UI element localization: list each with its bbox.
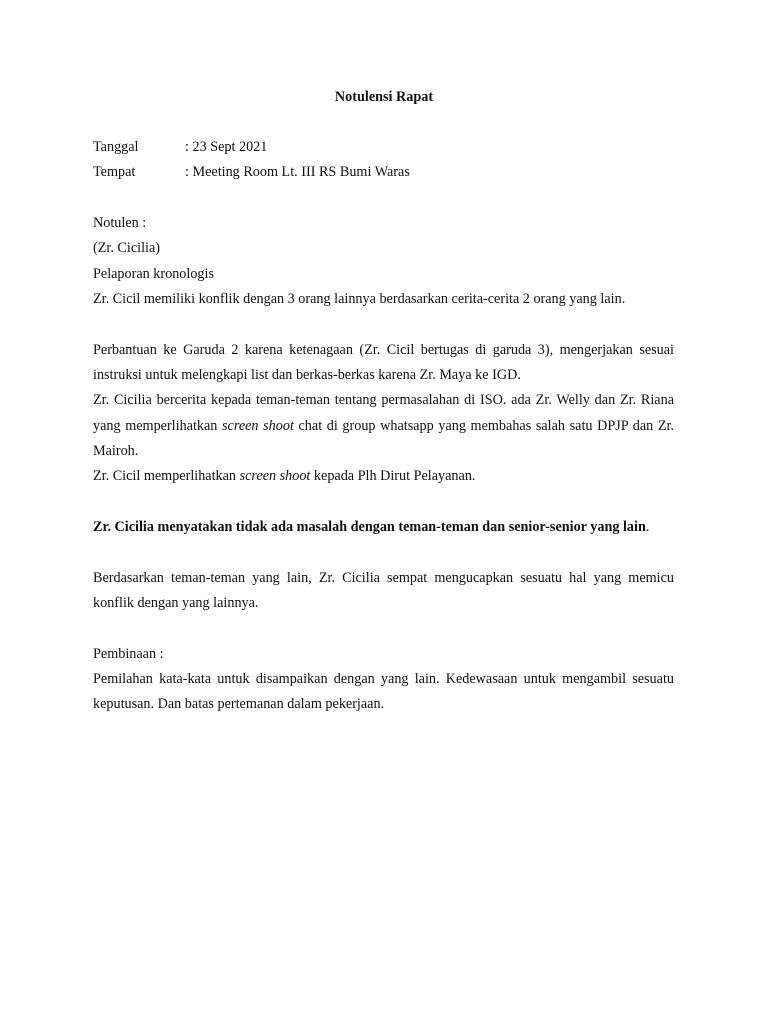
spacer [93, 616, 674, 642]
paragraph-3-text-a: Zr. Cicilia bercerita kepada teman-teman tentang permasalahan di ISO. ada Zr. Welly dan Zr. Riana yang memperlihatkan [93, 392, 674, 434]
spacer [93, 489, 674, 515]
paragraph-4 [93, 464, 674, 489]
spacer [93, 312, 674, 338]
tempat-value: : Meeting Room Lt. III RS Bumi Waras [185, 164, 410, 180]
paragraph-3-italic: screen shoot [222, 417, 294, 434]
paragraph-5 [93, 515, 674, 540]
paragraph-5-tail: . [645, 518, 650, 535]
paragraph-4-text-b: kepada Plh Dirut Pelayanan. [310, 468, 476, 485]
meta-row-tempat [93, 162, 410, 182]
notulen-name: (Zr. Cicilia) [93, 240, 160, 257]
tempat-label: Tempat [93, 164, 136, 180]
pelaporan-heading: Pelaporan kronologis [93, 265, 214, 282]
paragraph-4-text-a: Zr. Cicil memperlihatkan [93, 468, 240, 485]
tanggal-label: Tanggal [93, 139, 139, 155]
spacer [93, 540, 674, 566]
document-body [93, 211, 674, 718]
paragraph-1: Zr. Cicil memiliki konflik dengan 3 orang lainnya berdasarkan cerita-cerita 2 orang yang lain. [93, 290, 626, 307]
paragraph-7: Pemilahan kata-kata untuk disampaikan dengan yang lain. Kedewasaan untuk mengambil sesuatu keputusan. Dan batas pertemanan dalam pekerjaan. [93, 671, 674, 713]
paragraph-5-bold: Zr. Cicilia menyatakan tidak ada masalah dengan teman-teman dan senior-senior yang lain [93, 518, 646, 535]
paragraph-3 [93, 388, 674, 464]
paragraph-2: Perbantuan ke Garuda 2 karena ketenagaan (Zr. Cicil bertugas di garuda 3), mengerjakan sesuai instruksi untuk melengkapi list dan berkas-berkas karena Zr. Maya ke IGD. [93, 341, 674, 383]
meta-row-tanggal [93, 137, 267, 157]
document-title: Notulensi Rapat [334, 89, 434, 105]
pembinaan-label: Pembinaan : [93, 645, 164, 662]
paragraph-6: Berdasarkan teman-teman yang lain, Zr. Cicilia sempat mengucapkan sesuatu hal yang memicu konflik dengan yang lainnya. [93, 569, 674, 612]
tanggal-value: : 23 Sept 2021 [185, 139, 268, 155]
paragraph-4-italic: screen shoot [239, 468, 311, 485]
notulen-label: Notulen : [93, 215, 147, 231]
paragraph-3-text-b: chat di group whatsapp yang membahas salah satu DPJP dan Zr. Mairoh. [93, 417, 675, 459]
